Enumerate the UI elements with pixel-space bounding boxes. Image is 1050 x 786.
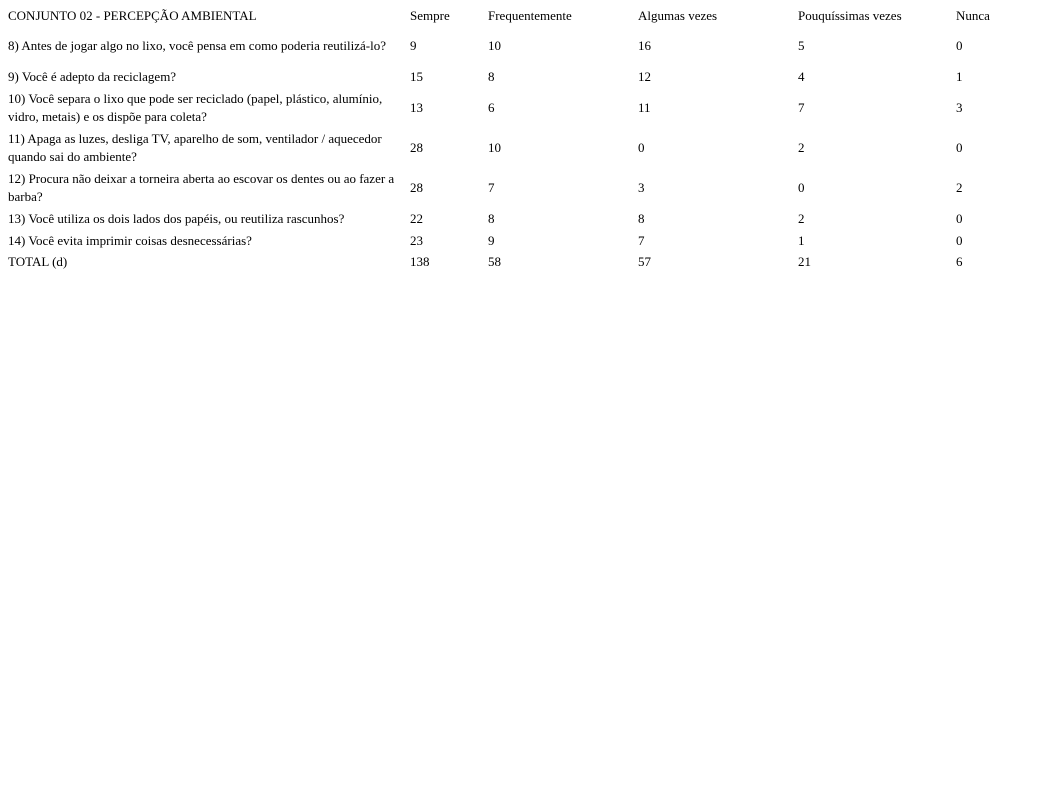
total-pouquissimas-vezes: 21 xyxy=(798,254,811,269)
value-sempre: 9 xyxy=(410,38,417,53)
value-frequentemente: 7 xyxy=(488,180,495,195)
value-frequentemente: 6 xyxy=(488,100,495,115)
table-row xyxy=(6,88,1036,128)
value-algumas-vezes: 11 xyxy=(638,100,651,115)
total-nunca: 6 xyxy=(956,254,963,269)
value-nunca: 0 xyxy=(956,211,963,226)
table-row xyxy=(6,208,1036,230)
value-nunca: 3 xyxy=(956,100,963,115)
value-algumas-vezes: 0 xyxy=(638,140,645,155)
value-pouquissimas-vezes: 2 xyxy=(798,211,805,226)
column-header-pouquissimas-vezes: Pouquíssimas vezes xyxy=(798,8,902,23)
question-cell: 14) Você evita imprimir coisas desnecessárias? xyxy=(8,233,252,248)
value-frequentemente: 10 xyxy=(488,38,501,53)
value-pouquissimas-vezes: 4 xyxy=(798,69,805,84)
value-sempre: 15 xyxy=(410,69,423,84)
question-cell: 8) Antes de jogar algo no lixo, você pensa em como poderia reutilizá-lo? xyxy=(8,38,386,53)
column-header-algumas-vezes: Algumas vezes xyxy=(638,8,718,23)
value-algumas-vezes: 16 xyxy=(638,38,651,53)
value-algumas-vezes: 7 xyxy=(638,233,645,248)
table-row xyxy=(6,128,1036,168)
table-row xyxy=(6,26,1036,66)
question-cell: 10) Você separa o lixo que pode ser reciclado (papel, plástico, alumínio, vidro, metais) e os dispõe para coleta? xyxy=(8,91,383,124)
survey-table xyxy=(6,6,1036,272)
value-nunca: 0 xyxy=(956,233,963,248)
column-header-frequentemente: Frequentemente xyxy=(488,8,572,23)
value-frequentemente: 8 xyxy=(488,69,495,84)
question-cell: 9) Você é adepto da reciclagem? xyxy=(8,69,177,84)
question-cell: 13) Você utiliza os dois lados dos papéis, ou reutiliza rascunhos? xyxy=(8,211,345,226)
total-sempre: 138 xyxy=(410,254,430,269)
value-sempre: 13 xyxy=(410,100,423,115)
value-frequentemente: 9 xyxy=(488,233,495,248)
total-frequentemente: 58 xyxy=(488,254,501,269)
value-sempre: 28 xyxy=(410,180,423,195)
value-sempre: 22 xyxy=(410,211,423,226)
table-row xyxy=(6,66,1036,88)
value-algumas-vezes: 3 xyxy=(638,180,645,195)
total-algumas-vezes: 57 xyxy=(638,254,651,269)
table-title: CONJUNTO 02 - PERCEPÇÃO AMBIENTAL xyxy=(8,8,257,23)
value-pouquissimas-vezes: 5 xyxy=(798,38,805,53)
value-algumas-vezes: 12 xyxy=(638,69,651,84)
column-header-nunca: Nunca xyxy=(956,8,990,23)
total-label: TOTAL (d) xyxy=(8,254,68,269)
value-nunca: 2 xyxy=(956,180,963,195)
question-cell: 11) Apaga as luzes, desliga TV, aparelho de som, ventilador / aquecedor quando sai do ambiente? xyxy=(8,131,382,164)
value-sempre: 23 xyxy=(410,233,423,248)
value-frequentemente: 10 xyxy=(488,140,501,155)
value-nunca: 1 xyxy=(956,69,963,84)
value-nunca: 0 xyxy=(956,140,963,155)
value-sempre: 28 xyxy=(410,140,423,155)
table-row xyxy=(6,168,1036,208)
value-pouquissimas-vezes: 7 xyxy=(798,100,805,115)
total-row xyxy=(6,252,1036,272)
value-frequentemente: 8 xyxy=(488,211,495,226)
column-header-sempre: Sempre xyxy=(410,8,450,23)
table-row xyxy=(6,230,1036,252)
table-header-row xyxy=(6,6,1036,26)
value-algumas-vezes: 8 xyxy=(638,211,645,226)
question-cell: 12) Procura não deixar a torneira aberta ao escovar os dentes ou ao fazer a barba? xyxy=(8,171,395,204)
value-nunca: 0 xyxy=(956,38,963,53)
value-pouquissimas-vezes: 2 xyxy=(798,140,805,155)
value-pouquissimas-vezes: 1 xyxy=(798,233,805,248)
value-pouquissimas-vezes: 0 xyxy=(798,180,805,195)
